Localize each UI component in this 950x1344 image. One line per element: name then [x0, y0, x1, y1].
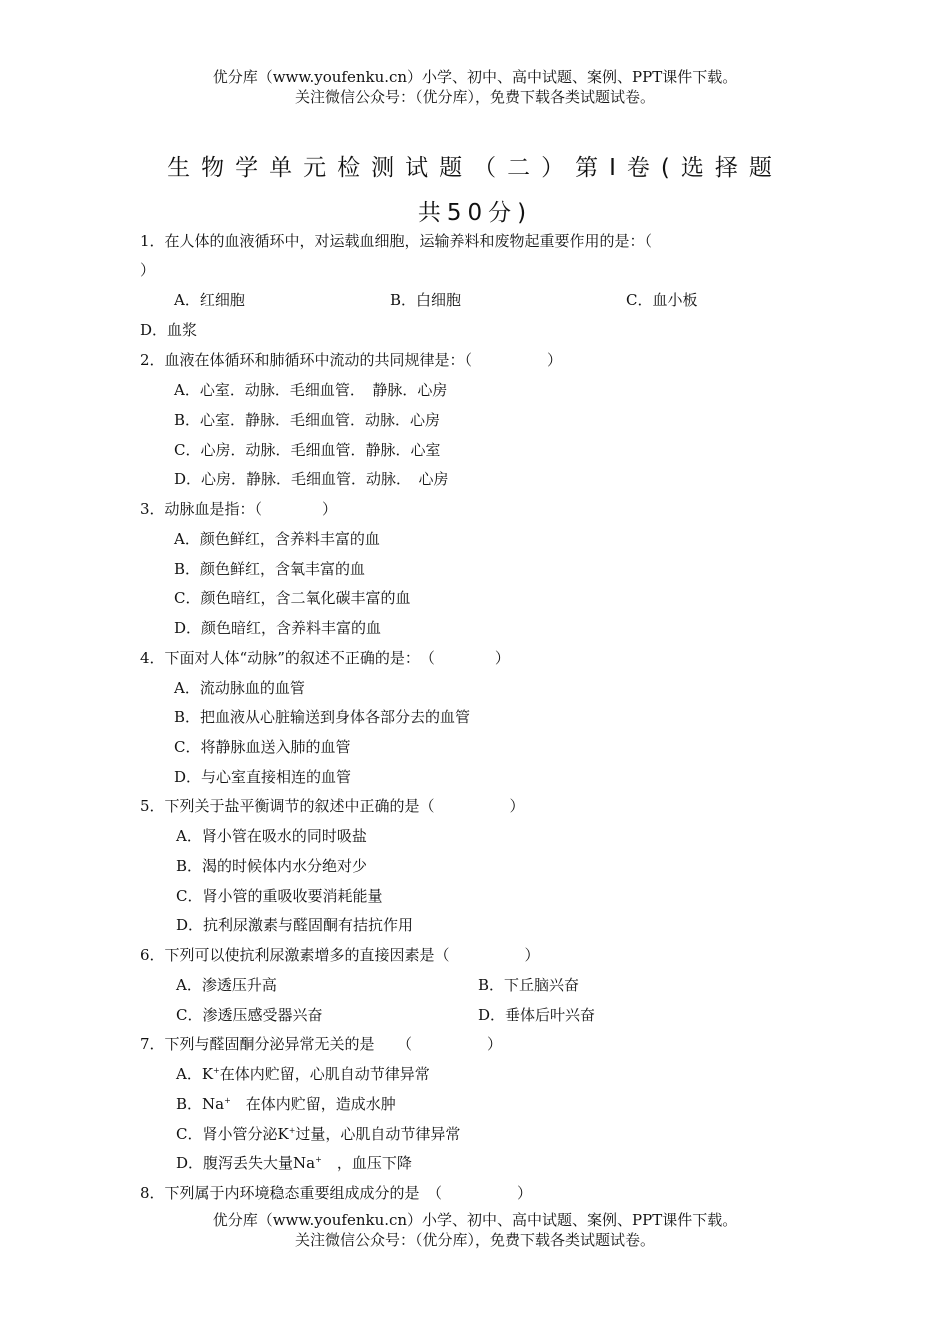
option-b: B．白细胞: [390, 291, 462, 309]
question-stem: 4．下面对人体“动脉”的叙述不正确的是： （ ）: [140, 649, 510, 667]
option-b: B．下丘脑兴奋: [478, 976, 580, 994]
option-c: C．颜色暗红，含二氧化碳丰富的血: [174, 589, 411, 607]
option-b: B．Na+ 在体内贮留，造成水肿: [176, 1095, 396, 1113]
question-stem-tail: ）: [140, 261, 156, 279]
option-a: A．心室．动脉．毛细血管． 静脉．心房: [174, 381, 448, 399]
option-b: B．心室．静脉．毛细血管．动脉．心房: [174, 411, 441, 429]
exam-title: 生物学单元检测试题（二）第Ⅰ卷(选择题: [167, 155, 783, 181]
option-b: B．渴的时候体内水分绝对少: [176, 857, 368, 875]
option-d: D．抗利尿激素与醛固酮有拮抗作用: [176, 916, 414, 934]
option-a: A．渗透压升高: [176, 976, 277, 994]
question-stem: 2．血液在体循环和肺循环中流动的共同规律是：（ ）: [140, 351, 563, 369]
question-stem: 7．下列与醛固酮分泌异常无关的是 （ ）: [140, 1035, 503, 1053]
option-d: D．与心室直接相连的血管: [174, 768, 352, 786]
option-c: C．血小板: [626, 291, 698, 309]
option-c: C．将静脉血送入肺的血管: [174, 738, 351, 756]
option-d: D．血浆: [140, 321, 198, 339]
option-c: C．渗透压感受器兴奋: [176, 1006, 323, 1024]
option-d: D．心房．静脉．毛细血管．动脉． 心房: [174, 470, 449, 488]
header-line-2: 关注微信公众号：（优分库），免费下载各类试题试卷。: [294, 88, 655, 106]
page-footer: [0, 1210, 950, 1250]
question-stem: 5．下列关于盐平衡调节的叙述中正确的是（ ）: [140, 797, 525, 815]
option-a: A．颜色鲜红，含养料丰富的血: [174, 530, 380, 548]
option-b: B．颜色鲜红，含氧丰富的血: [174, 560, 366, 578]
question-stem: 6．下列可以使抗利尿激素增多的直接因素是（ ）: [140, 946, 540, 964]
question-stem: 1．在人体的血液循环中，对运载血细胞，运输养料和废物起重要作用的是：（: [140, 232, 653, 250]
option-a: A．红细胞: [174, 291, 245, 309]
option-c: C．心房．动脉．毛细血管．静脉．心室: [174, 441, 441, 459]
option-d: D．垂体后叶兴奋: [478, 1006, 596, 1024]
option-c: C．肾小管分泌K+过量，心肌自动节律异常: [176, 1125, 461, 1143]
footer-line-1: 优分库（www.youfenku.cn）小学、初中、高中试题、案例、PPT课件下载。: [212, 1211, 738, 1229]
option-d: D．颜色暗红，含养料丰富的血: [174, 619, 382, 637]
page-header: [0, 67, 950, 107]
option-c: C．肾小管的重吸收要消耗能量: [176, 887, 383, 905]
option-d: D．腹泻丢失大量Na+ ，血压下降: [176, 1154, 412, 1172]
option-a: A．肾小管在吸水的同时吸盐: [176, 827, 367, 845]
exam-title-line-2: 共50分): [417, 200, 533, 226]
header-line-1: 优分库（www.youfenku.cn）小学、初中、高中试题、案例、PPT课件下载。: [212, 68, 738, 86]
question-stem: 8．下列属于内环境稳态重要组成成分的是 （ ）: [140, 1184, 533, 1202]
question-stem: 3．动脉血是指：（ ）: [140, 500, 338, 518]
option-b: B．把血液从心脏输送到身体各部分去的血管: [174, 708, 471, 726]
footer-line-2: 关注微信公众号：（优分库），免费下载各类试题试卷。: [294, 1231, 655, 1249]
option-a: A．流动脉血的血管: [174, 679, 305, 697]
option-a: A．K+在体内贮留，心肌自动节律异常: [176, 1065, 430, 1083]
